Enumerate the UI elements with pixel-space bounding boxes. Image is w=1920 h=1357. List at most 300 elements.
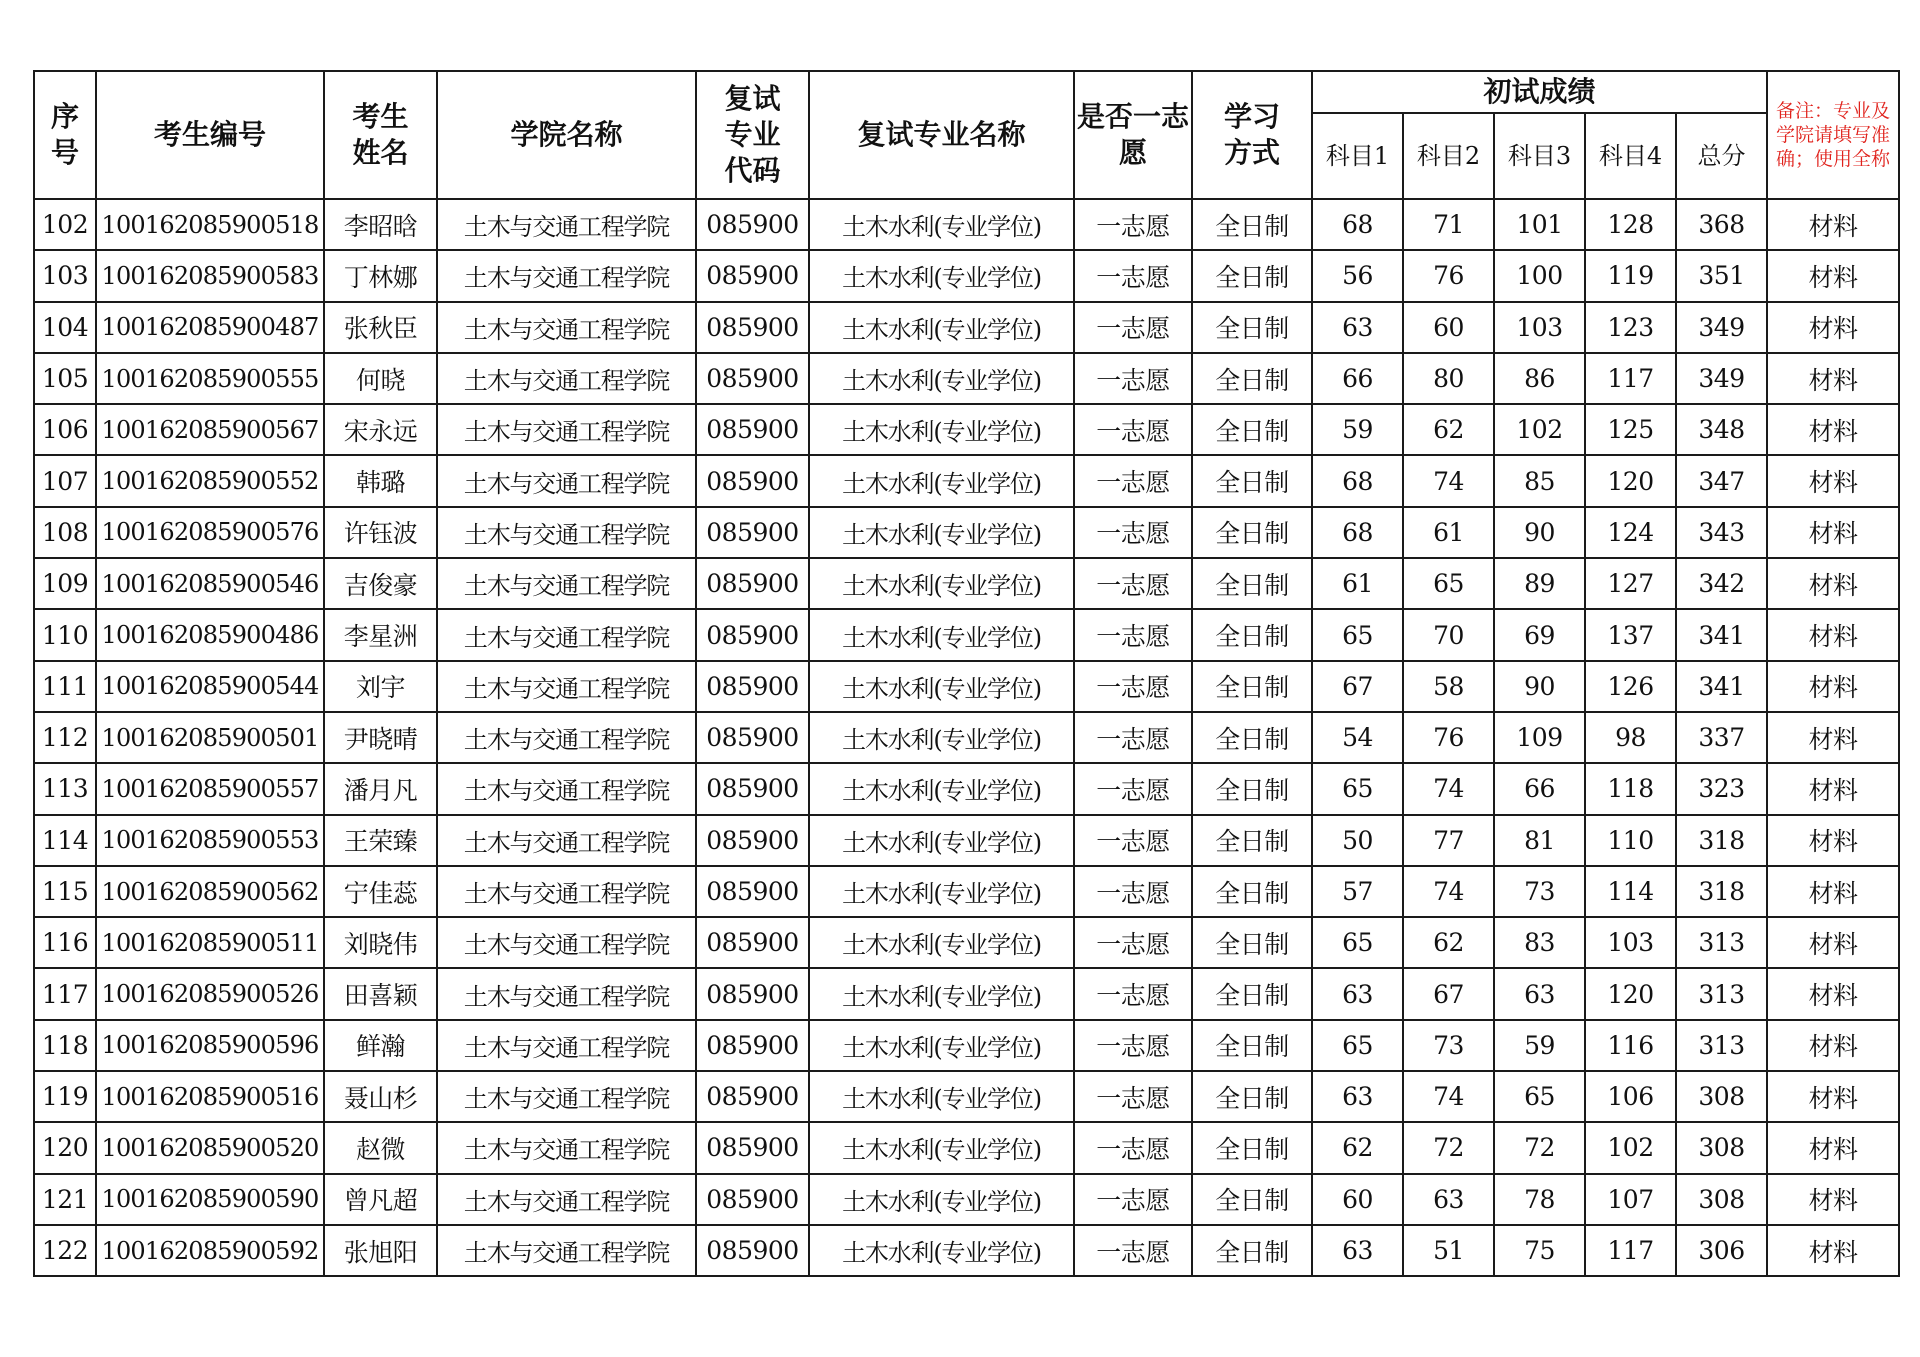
total-cell: 318 (1676, 866, 1767, 917)
college-cell: 土木与交通工程学院 (437, 353, 696, 404)
first-choice-cell: 一志愿 (1074, 250, 1192, 301)
retest-code-cell: 085900 (696, 917, 809, 968)
subject-2-cell: 80 (1403, 353, 1494, 404)
subject-4-cell: 120 (1585, 455, 1676, 506)
seq-cell: 117 (34, 968, 96, 1019)
subject-1-cell: 59 (1312, 404, 1403, 455)
subject-4-cell: 117 (1585, 1225, 1676, 1276)
header-exam-id: 考生编号 (96, 71, 324, 199)
subject-1-cell: 66 (1312, 353, 1403, 404)
header-prelim-scores: 初试成绩 (1312, 71, 1767, 113)
first-choice-cell: 一志愿 (1074, 712, 1192, 763)
subject-3-cell: 75 (1494, 1225, 1585, 1276)
exam-id-cell: 100162085900590 (96, 1174, 324, 1225)
name-cell: 张秋臣 (324, 302, 437, 353)
name-cell: 何晓 (324, 353, 437, 404)
remark-cell: 材料 (1767, 250, 1899, 301)
subject-4-cell: 103 (1585, 917, 1676, 968)
total-cell: 349 (1676, 353, 1767, 404)
subject-3-cell: 59 (1494, 1020, 1585, 1071)
name-cell: 鲜瀚 (324, 1020, 437, 1071)
study-mode-cell: 全日制 (1192, 455, 1312, 506)
exam-id-cell: 100162085900567 (96, 404, 324, 455)
name-cell: 张旭阳 (324, 1225, 437, 1276)
remark-cell: 材料 (1767, 609, 1899, 660)
name-cell: 李昭晗 (324, 199, 437, 250)
table-row (34, 712, 1899, 763)
subject-4-cell: 126 (1585, 661, 1676, 712)
remark-cell: 材料 (1767, 1122, 1899, 1173)
name-cell: 田喜颖 (324, 968, 437, 1019)
retest-code-cell: 085900 (696, 302, 809, 353)
name-cell: 赵微 (324, 1122, 437, 1173)
seq-cell: 116 (34, 917, 96, 968)
name-cell: 尹晓晴 (324, 712, 437, 763)
subject-3-cell: 85 (1494, 455, 1585, 506)
remark-cell: 材料 (1767, 763, 1899, 814)
retest-major-cell: 土木水利(专业学位) (809, 302, 1074, 353)
first-choice-cell: 一志愿 (1074, 1225, 1192, 1276)
table-row (34, 1225, 1899, 1276)
subject-1-cell: 65 (1312, 763, 1403, 814)
total-cell: 351 (1676, 250, 1767, 301)
name-cell: 刘宇 (324, 661, 437, 712)
college-cell: 土木与交通工程学院 (437, 250, 696, 301)
table-row (34, 917, 1899, 968)
table-row (34, 866, 1899, 917)
subject-1-cell: 62 (1312, 1122, 1403, 1173)
retest-code-cell: 085900 (696, 404, 809, 455)
retest-major-cell: 土木水利(专业学位) (809, 1174, 1074, 1225)
name-cell: 韩璐 (324, 455, 437, 506)
remark-cell: 材料 (1767, 1174, 1899, 1225)
remark-cell: 材料 (1767, 815, 1899, 866)
exam-id-cell: 100162085900518 (96, 199, 324, 250)
seq-cell: 110 (34, 609, 96, 660)
header-total: 总分 (1676, 113, 1767, 199)
exam-id-cell: 100162085900553 (96, 815, 324, 866)
subject-2-cell: 73 (1403, 1020, 1494, 1071)
first-choice-cell: 一志愿 (1074, 968, 1192, 1019)
college-cell: 土木与交通工程学院 (437, 302, 696, 353)
remark-cell: 材料 (1767, 917, 1899, 968)
exam-id-cell: 100162085900552 (96, 455, 324, 506)
subject-3-cell: 65 (1494, 1071, 1585, 1122)
seq-cell: 118 (34, 1020, 96, 1071)
header-subject-2: 科目2 (1403, 113, 1494, 199)
subject-4-cell: 137 (1585, 609, 1676, 660)
subject-2-cell: 74 (1403, 866, 1494, 917)
table-row (34, 302, 1899, 353)
subject-3-cell: 83 (1494, 917, 1585, 968)
retest-code-cell: 085900 (696, 250, 809, 301)
study-mode-cell: 全日制 (1192, 199, 1312, 250)
subject-2-cell: 72 (1403, 1122, 1494, 1173)
name-cell: 潘月凡 (324, 763, 437, 814)
college-cell: 土木与交通工程学院 (437, 1122, 696, 1173)
subject-1-cell: 68 (1312, 199, 1403, 250)
subject-2-cell: 63 (1403, 1174, 1494, 1225)
first-choice-cell: 一志愿 (1074, 302, 1192, 353)
subject-2-cell: 74 (1403, 455, 1494, 506)
subject-4-cell: 118 (1585, 763, 1676, 814)
remark-cell: 材料 (1767, 1071, 1899, 1122)
seq-cell: 111 (34, 661, 96, 712)
college-cell: 土木与交通工程学院 (437, 866, 696, 917)
subject-1-cell: 50 (1312, 815, 1403, 866)
retest-major-cell: 土木水利(专业学位) (809, 1071, 1074, 1122)
first-choice-cell: 一志愿 (1074, 455, 1192, 506)
first-choice-cell: 一志愿 (1074, 1020, 1192, 1071)
subject-1-cell: 67 (1312, 661, 1403, 712)
subject-3-cell: 103 (1494, 302, 1585, 353)
seq-cell: 120 (34, 1122, 96, 1173)
total-cell: 348 (1676, 404, 1767, 455)
college-cell: 土木与交通工程学院 (437, 661, 696, 712)
retest-major-cell: 土木水利(专业学位) (809, 866, 1074, 917)
exam-id-cell: 100162085900501 (96, 712, 324, 763)
header-college: 学院名称 (437, 71, 696, 199)
college-cell: 土木与交通工程学院 (437, 199, 696, 250)
college-cell: 土木与交通工程学院 (437, 917, 696, 968)
name-cell: 宁佳蕊 (324, 866, 437, 917)
name-cell: 许钰波 (324, 507, 437, 558)
subject-4-cell: 119 (1585, 250, 1676, 301)
subject-4-cell: 123 (1585, 302, 1676, 353)
subject-2-cell: 77 (1403, 815, 1494, 866)
subject-2-cell: 60 (1403, 302, 1494, 353)
table-row (34, 507, 1899, 558)
exam-id-cell: 100162085900546 (96, 558, 324, 609)
total-cell: 308 (1676, 1174, 1767, 1225)
total-cell: 341 (1676, 661, 1767, 712)
exam-id-cell: 100162085900562 (96, 866, 324, 917)
header-remark: 备注：专业及学院请填写准确；使用全称 (1767, 71, 1899, 199)
name-cell: 宋永远 (324, 404, 437, 455)
subject-2-cell: 76 (1403, 712, 1494, 763)
exam-id-cell: 100162085900557 (96, 763, 324, 814)
subject-1-cell: 61 (1312, 558, 1403, 609)
seq-cell: 102 (34, 199, 96, 250)
study-mode-cell: 全日制 (1192, 302, 1312, 353)
subject-4-cell: 127 (1585, 558, 1676, 609)
seq-cell: 103 (34, 250, 96, 301)
header-first-choice: 是否一志愿 (1074, 71, 1192, 199)
college-cell: 土木与交通工程学院 (437, 1071, 696, 1122)
seq-cell: 113 (34, 763, 96, 814)
table-row (34, 558, 1899, 609)
exam-id-cell: 100162085900487 (96, 302, 324, 353)
remark-cell: 材料 (1767, 199, 1899, 250)
table-row (34, 404, 1899, 455)
retest-major-cell: 土木水利(专业学位) (809, 968, 1074, 1019)
subject-3-cell: 90 (1494, 661, 1585, 712)
exam-id-cell: 100162085900576 (96, 507, 324, 558)
name-cell: 曾凡超 (324, 1174, 437, 1225)
retest-major-cell: 土木水利(专业学位) (809, 712, 1074, 763)
retest-major-cell: 土木水利(专业学位) (809, 404, 1074, 455)
total-cell: 313 (1676, 917, 1767, 968)
college-cell: 土木与交通工程学院 (437, 815, 696, 866)
first-choice-cell: 一志愿 (1074, 866, 1192, 917)
exam-id-cell: 100162085900516 (96, 1071, 324, 1122)
table-row (34, 353, 1899, 404)
subject-1-cell: 65 (1312, 1020, 1403, 1071)
seq-cell: 108 (34, 507, 96, 558)
retest-code-cell: 085900 (696, 558, 809, 609)
college-cell: 土木与交通工程学院 (437, 609, 696, 660)
study-mode-cell: 全日制 (1192, 1071, 1312, 1122)
study-mode-cell: 全日制 (1192, 661, 1312, 712)
header-seq: 序号 (34, 71, 96, 199)
college-cell: 土木与交通工程学院 (437, 558, 696, 609)
retest-major-cell: 土木水利(专业学位) (809, 455, 1074, 506)
subject-4-cell: 116 (1585, 1020, 1676, 1071)
exam-id-cell: 100162085900511 (96, 917, 324, 968)
subject-2-cell: 74 (1403, 763, 1494, 814)
subject-4-cell: 125 (1585, 404, 1676, 455)
total-cell: 306 (1676, 1225, 1767, 1276)
table-row (34, 1174, 1899, 1225)
subject-2-cell: 61 (1403, 507, 1494, 558)
seq-cell: 106 (34, 404, 96, 455)
subject-3-cell: 89 (1494, 558, 1585, 609)
subject-2-cell: 65 (1403, 558, 1494, 609)
seq-cell: 109 (34, 558, 96, 609)
retest-code-cell: 085900 (696, 455, 809, 506)
first-choice-cell: 一志愿 (1074, 199, 1192, 250)
header-subject-1: 科目1 (1312, 113, 1403, 199)
exam-id-cell: 100162085900555 (96, 353, 324, 404)
total-cell: 313 (1676, 968, 1767, 1019)
total-cell: 318 (1676, 815, 1767, 866)
subject-1-cell: 57 (1312, 866, 1403, 917)
remark-cell: 材料 (1767, 507, 1899, 558)
study-mode-cell: 全日制 (1192, 558, 1312, 609)
total-cell: 342 (1676, 558, 1767, 609)
subject-3-cell: 78 (1494, 1174, 1585, 1225)
table-row (34, 1020, 1899, 1071)
retest-major-cell: 土木水利(专业学位) (809, 1020, 1074, 1071)
table-row (34, 968, 1899, 1019)
subject-1-cell: 68 (1312, 455, 1403, 506)
remark-cell: 材料 (1767, 1225, 1899, 1276)
retest-code-cell: 085900 (696, 968, 809, 1019)
subject-3-cell: 109 (1494, 712, 1585, 763)
college-cell: 土木与交通工程学院 (437, 968, 696, 1019)
subject-3-cell: 101 (1494, 199, 1585, 250)
subject-4-cell: 107 (1585, 1174, 1676, 1225)
college-cell: 土木与交通工程学院 (437, 1174, 696, 1225)
header-retest-major: 复试专业名称 (809, 71, 1074, 199)
subject-2-cell: 51 (1403, 1225, 1494, 1276)
table-row (34, 1122, 1899, 1173)
table-header (34, 71, 1899, 199)
retest-major-cell: 土木水利(专业学位) (809, 661, 1074, 712)
first-choice-cell: 一志愿 (1074, 558, 1192, 609)
subject-2-cell: 71 (1403, 199, 1494, 250)
table-row (34, 815, 1899, 866)
retest-major-cell: 土木水利(专业学位) (809, 353, 1074, 404)
retest-major-cell: 土木水利(专业学位) (809, 199, 1074, 250)
subject-2-cell: 70 (1403, 609, 1494, 660)
total-cell: 343 (1676, 507, 1767, 558)
seq-cell: 107 (34, 455, 96, 506)
subject-1-cell: 63 (1312, 1071, 1403, 1122)
subject-1-cell: 68 (1312, 507, 1403, 558)
total-cell: 341 (1676, 609, 1767, 660)
subject-2-cell: 76 (1403, 250, 1494, 301)
subject-4-cell: 98 (1585, 712, 1676, 763)
retest-code-cell: 085900 (696, 1225, 809, 1276)
exam-id-cell: 100162085900583 (96, 250, 324, 301)
retest-major-cell: 土木水利(专业学位) (809, 815, 1074, 866)
first-choice-cell: 一志愿 (1074, 1071, 1192, 1122)
exam-id-cell: 100162085900520 (96, 1122, 324, 1173)
study-mode-cell: 全日制 (1192, 1225, 1312, 1276)
subject-3-cell: 69 (1494, 609, 1585, 660)
retest-code-cell: 085900 (696, 1071, 809, 1122)
total-cell: 347 (1676, 455, 1767, 506)
total-cell: 313 (1676, 1020, 1767, 1071)
retest-code-cell: 085900 (696, 661, 809, 712)
remark-cell: 材料 (1767, 558, 1899, 609)
retest-code-cell: 085900 (696, 609, 809, 660)
table-row (34, 199, 1899, 250)
study-mode-cell: 全日制 (1192, 507, 1312, 558)
college-cell: 土木与交通工程学院 (437, 455, 696, 506)
name-cell: 李星洲 (324, 609, 437, 660)
subject-2-cell: 62 (1403, 917, 1494, 968)
study-mode-cell: 全日制 (1192, 968, 1312, 1019)
study-mode-cell: 全日制 (1192, 917, 1312, 968)
study-mode-cell: 全日制 (1192, 815, 1312, 866)
name-cell: 聂山杉 (324, 1071, 437, 1122)
retest-code-cell: 085900 (696, 712, 809, 763)
total-cell: 308 (1676, 1122, 1767, 1173)
study-mode-cell: 全日制 (1192, 404, 1312, 455)
subject-1-cell: 63 (1312, 1225, 1403, 1276)
college-cell: 土木与交通工程学院 (437, 763, 696, 814)
retest-code-cell: 085900 (696, 1174, 809, 1225)
subject-3-cell: 90 (1494, 507, 1585, 558)
subject-3-cell: 63 (1494, 968, 1585, 1019)
study-mode-cell: 全日制 (1192, 866, 1312, 917)
seq-cell: 121 (34, 1174, 96, 1225)
subject-1-cell: 54 (1312, 712, 1403, 763)
remark-cell: 材料 (1767, 968, 1899, 1019)
seq-cell: 119 (34, 1071, 96, 1122)
table-row (34, 763, 1899, 814)
table-row (34, 609, 1899, 660)
subject-1-cell: 56 (1312, 250, 1403, 301)
remark-cell: 材料 (1767, 866, 1899, 917)
total-cell: 323 (1676, 763, 1767, 814)
first-choice-cell: 一志愿 (1074, 507, 1192, 558)
subject-1-cell: 65 (1312, 609, 1403, 660)
exam-id-cell: 100162085900544 (96, 661, 324, 712)
subject-4-cell: 106 (1585, 1071, 1676, 1122)
subject-4-cell: 102 (1585, 1122, 1676, 1173)
subject-4-cell: 124 (1585, 507, 1676, 558)
subject-4-cell: 120 (1585, 968, 1676, 1019)
seq-cell: 122 (34, 1225, 96, 1276)
subject-1-cell: 63 (1312, 968, 1403, 1019)
remark-cell: 材料 (1767, 404, 1899, 455)
retest-major-cell: 土木水利(专业学位) (809, 1225, 1074, 1276)
total-cell: 337 (1676, 712, 1767, 763)
college-cell: 土木与交通工程学院 (437, 1225, 696, 1276)
table-row (34, 661, 1899, 712)
study-mode-cell: 全日制 (1192, 1020, 1312, 1071)
name-cell: 王荣臻 (324, 815, 437, 866)
college-cell: 土木与交通工程学院 (437, 404, 696, 455)
study-mode-cell: 全日制 (1192, 763, 1312, 814)
remark-cell: 材料 (1767, 661, 1899, 712)
college-cell: 土木与交通工程学院 (437, 1020, 696, 1071)
exam-id-cell: 100162085900526 (96, 968, 324, 1019)
subject-4-cell: 117 (1585, 353, 1676, 404)
subject-2-cell: 58 (1403, 661, 1494, 712)
name-cell: 刘晓伟 (324, 917, 437, 968)
retest-major-cell: 土木水利(专业学位) (809, 917, 1074, 968)
subject-2-cell: 67 (1403, 968, 1494, 1019)
retest-major-cell: 土木水利(专业学位) (809, 763, 1074, 814)
subject-3-cell: 81 (1494, 815, 1585, 866)
remark-cell: 材料 (1767, 353, 1899, 404)
header-subject-3: 科目3 (1494, 113, 1585, 199)
retest-code-cell: 085900 (696, 199, 809, 250)
subject-1-cell: 60 (1312, 1174, 1403, 1225)
study-mode-cell: 全日制 (1192, 609, 1312, 660)
table-body (34, 199, 1899, 1276)
retest-major-cell: 土木水利(专业学位) (809, 609, 1074, 660)
total-cell: 349 (1676, 302, 1767, 353)
seq-cell: 114 (34, 815, 96, 866)
college-cell: 土木与交通工程学院 (437, 507, 696, 558)
retest-major-cell: 土木水利(专业学位) (809, 507, 1074, 558)
score-sheet (33, 70, 1900, 1277)
header-study-mode: 学习方式 (1192, 71, 1312, 199)
first-choice-cell: 一志愿 (1074, 1174, 1192, 1225)
retest-code-cell: 085900 (696, 1122, 809, 1173)
study-mode-cell: 全日制 (1192, 1122, 1312, 1173)
retest-code-cell: 085900 (696, 353, 809, 404)
first-choice-cell: 一志愿 (1074, 815, 1192, 866)
subject-1-cell: 63 (1312, 302, 1403, 353)
retest-major-cell: 土木水利(专业学位) (809, 558, 1074, 609)
subject-3-cell: 102 (1494, 404, 1585, 455)
retest-code-cell: 085900 (696, 763, 809, 814)
exam-id-cell: 100162085900596 (96, 1020, 324, 1071)
study-mode-cell: 全日制 (1192, 1174, 1312, 1225)
subject-3-cell: 66 (1494, 763, 1585, 814)
subject-3-cell: 86 (1494, 353, 1585, 404)
total-cell: 368 (1676, 199, 1767, 250)
table-row (34, 1071, 1899, 1122)
subject-3-cell: 100 (1494, 250, 1585, 301)
first-choice-cell: 一志愿 (1074, 661, 1192, 712)
subject-1-cell: 65 (1312, 917, 1403, 968)
first-choice-cell: 一志愿 (1074, 609, 1192, 660)
header-retest-code: 复试专业代码 (696, 71, 809, 199)
total-cell: 308 (1676, 1071, 1767, 1122)
retest-code-cell: 085900 (696, 507, 809, 558)
table-row (34, 455, 1899, 506)
name-cell: 吉俊豪 (324, 558, 437, 609)
first-choice-cell: 一志愿 (1074, 917, 1192, 968)
retest-code-cell: 085900 (696, 1020, 809, 1071)
